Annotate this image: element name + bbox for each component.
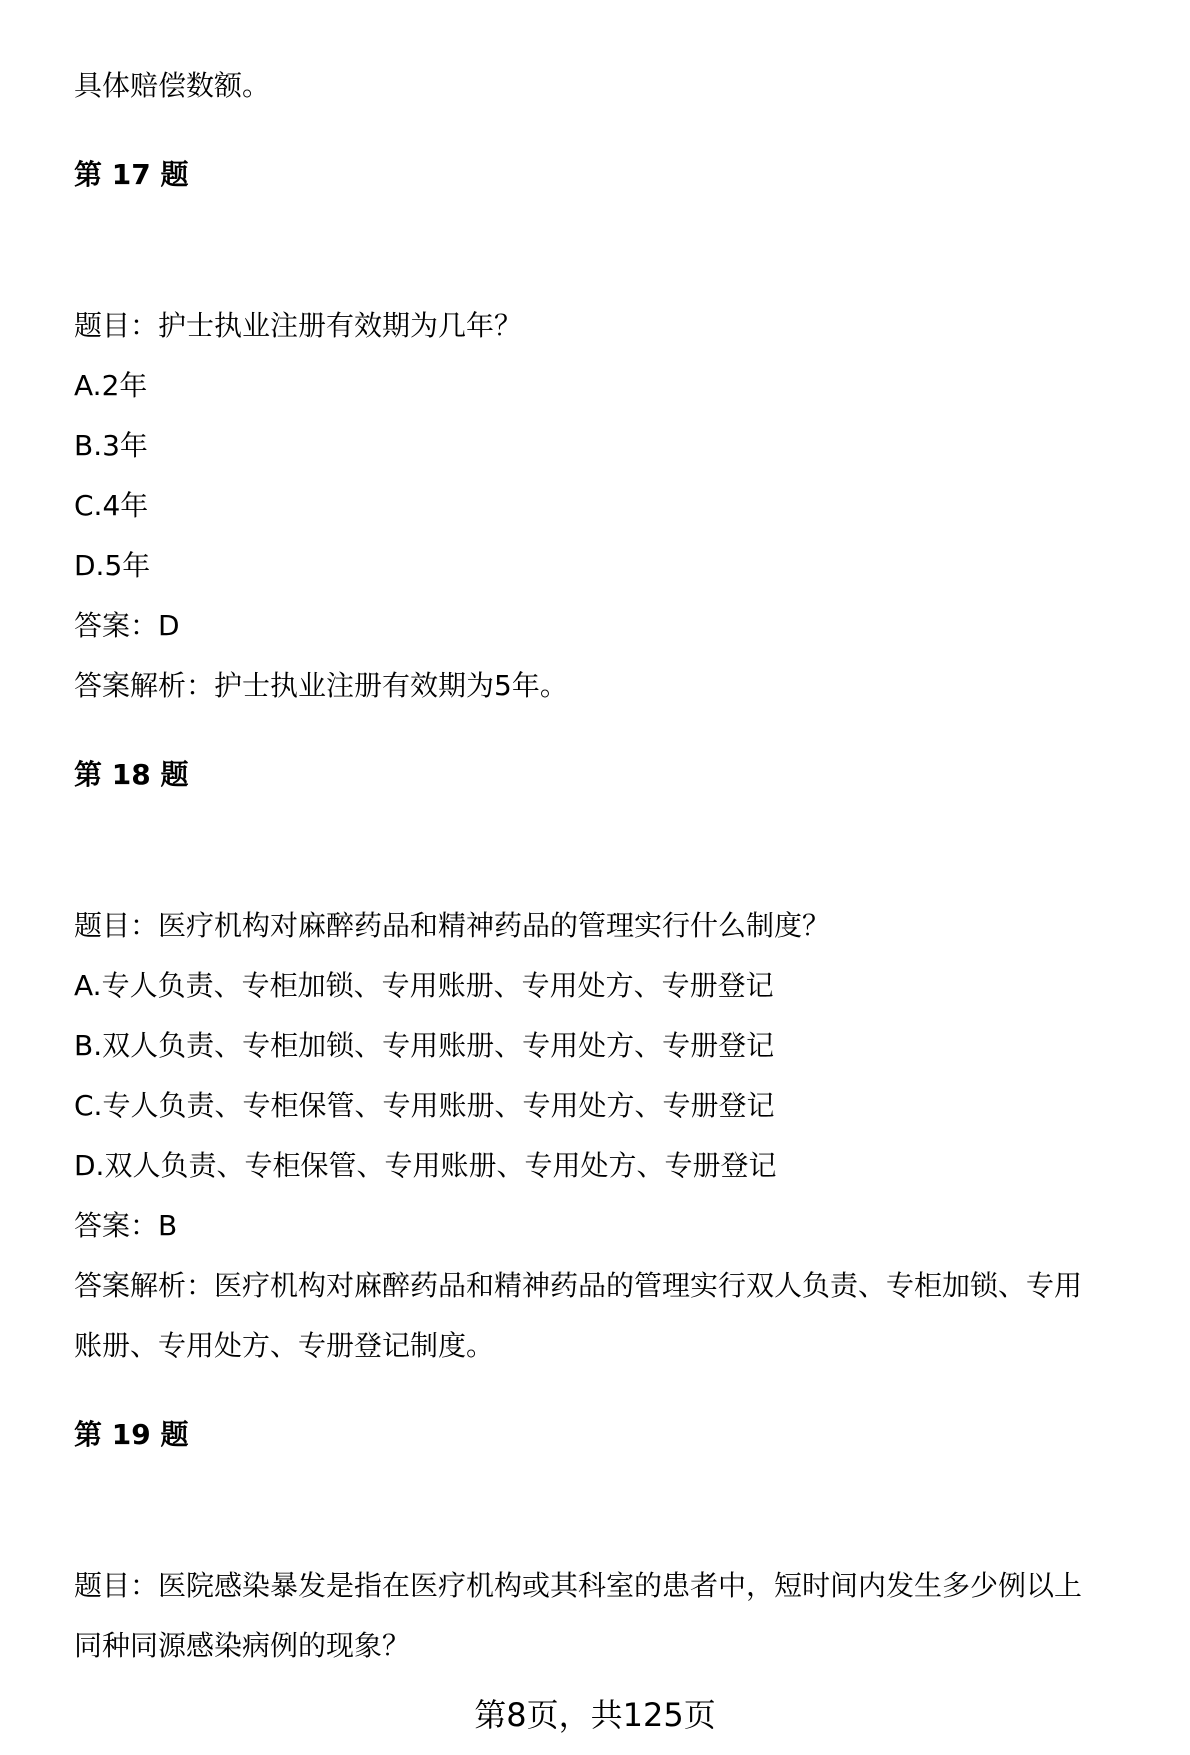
question-17-option-d: D.5年 <box>74 549 151 582</box>
continuation-text: 具体赔偿数额。 <box>74 69 271 102</box>
question-18-answer: 答案：B <box>74 1209 178 1242</box>
question-18-option-a: A.专人负责、专柜加锁、专用账册、专用处方、专册登记 <box>74 969 774 1002</box>
question-18-explanation-line-2: 账册、专用处方、专册登记制度。 <box>74 1329 495 1362</box>
question-17-stem: 题目：护士执业注册有效期为几年？ <box>74 309 523 342</box>
question-17-explanation: 答案解析：护士执业注册有效期为5年。 <box>74 669 568 702</box>
question-18-option-b: B.双人负责、专柜加锁、专用账册、专用处方、专册登记 <box>74 1029 775 1062</box>
question-18-stem: 题目：医疗机构对麻醉药品和精神药品的管理实行什么制度？ <box>74 909 831 942</box>
question-17-heading: 第 17 题 <box>74 158 189 191</box>
question-19-heading: 第 19 题 <box>74 1418 189 1451</box>
question-19-stem-line-2: 同种同源感染病例的现象？ <box>74 1629 411 1662</box>
page-number-footer: 第8页，共125页 <box>474 1696 716 1734</box>
question-17-option-b: B.3年 <box>74 429 148 462</box>
question-18-option-c: C.专人负责、专柜保管、专用账册、专用处方、专册登记 <box>74 1089 775 1122</box>
question-18-explanation-line-1: 答案解析：医疗机构对麻醉药品和精神药品的管理实行双人负责、专柜加锁、专用 <box>74 1269 1083 1302</box>
question-18-option-d: D.双人负责、专柜保管、专用账册、专用处方、专册登记 <box>74 1149 777 1182</box>
question-17-option-c: C.4年 <box>74 489 149 522</box>
question-18-heading: 第 18 题 <box>74 758 189 791</box>
question-19-stem-line-1: 题目：医院感染暴发是指在医疗机构或其科室的患者中，短时间内发生多少例以上 <box>74 1569 1083 1602</box>
question-17-answer: 答案：D <box>74 609 180 642</box>
question-17-option-a: A.2年 <box>74 369 148 402</box>
